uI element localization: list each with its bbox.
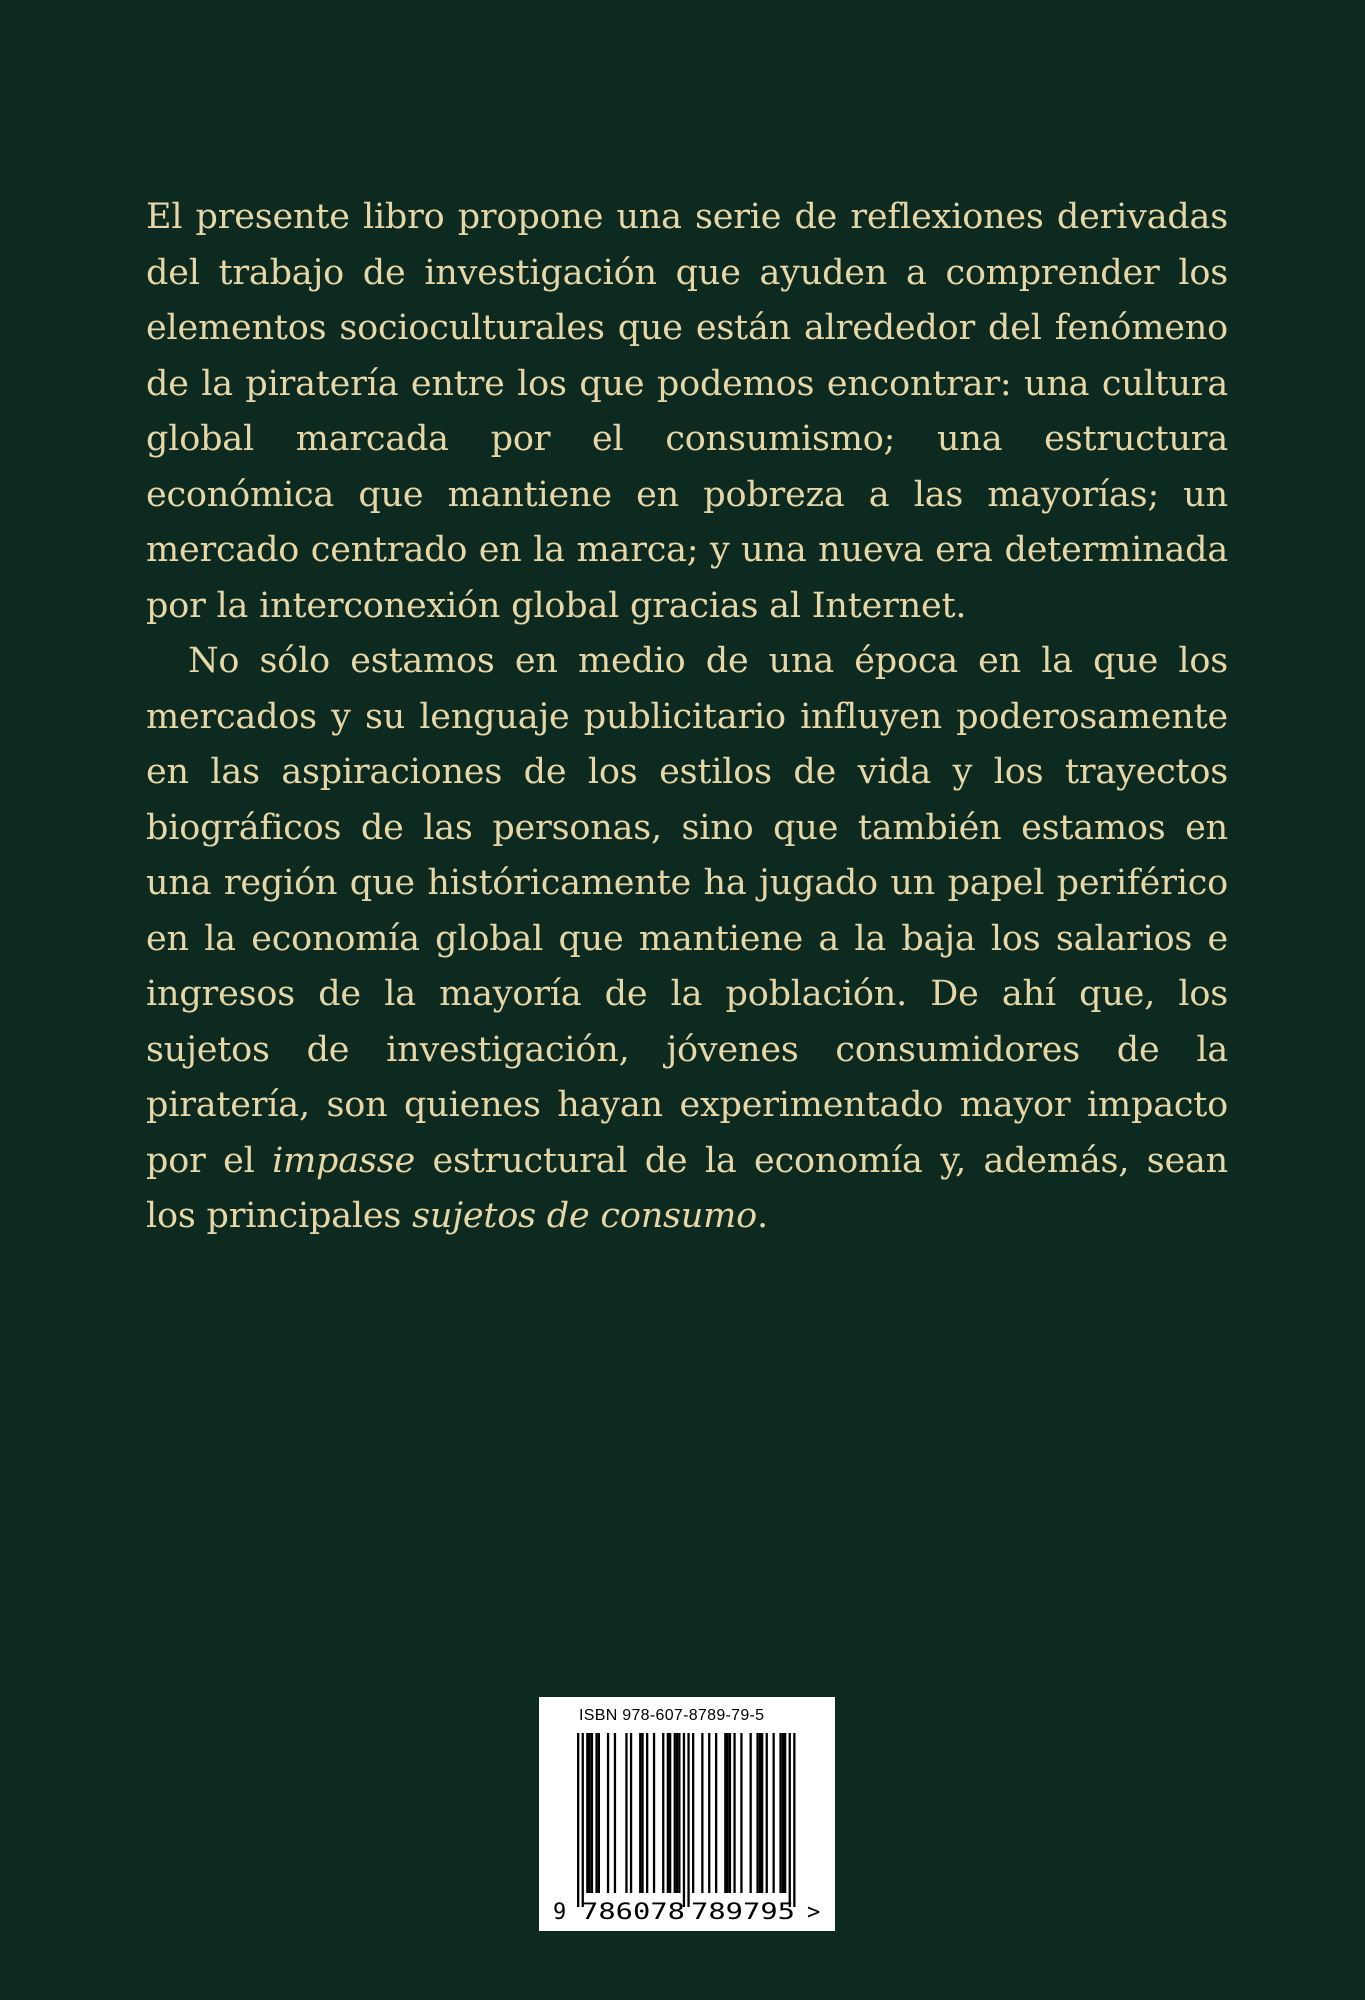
- barcode-bar: [773, 1733, 775, 1893]
- barcode-guard-bar: [789, 1733, 791, 1907]
- isbn-barcode-box: [539, 1697, 835, 1931]
- barcode-bar: [729, 1733, 731, 1893]
- barcode-bar: [607, 1733, 609, 1893]
- barcode-quiet-zone-marker: >: [807, 1900, 821, 1925]
- barcode-bar: [591, 1733, 593, 1893]
- barcode-bar: [727, 1733, 729, 1893]
- barcode-bar: [646, 1733, 648, 1893]
- barcode-bar: [662, 1733, 664, 1893]
- blurb-paragraph-2-text-a: No sólo estamos en medio de una época en la que los mercados y su lenguaje publicitario influyen poderosamente en las aspiraciones de los estilos de vida y los trayectos biográficos de las personas, sino que también estamos en una región que históricamente ha jugado un papel periférico en la economía global que mantiene a la baja los salarios e ingresos de la mayoría de la población. De ahí que, los sujetos de investigación, jóvenes consumidores de la piratería, son quienes hayan experimentado mayor impacto por el: [146, 641, 1228, 1181]
- italic-term-sujetos-de-consumo: sujetos de consumo: [412, 1196, 758, 1236]
- barcode-bar: [630, 1733, 632, 1893]
- barcode-bar: [701, 1733, 703, 1893]
- barcode-left-digits: 786078: [581, 1900, 685, 1925]
- barcode-lead-digit: 9: [553, 1900, 567, 1925]
- barcode-bar: [669, 1733, 671, 1893]
- barcode-bar: [676, 1733, 678, 1893]
- barcode-guard-bar: [687, 1733, 689, 1907]
- barcode-bar: [784, 1733, 786, 1893]
- barcode-bar: [625, 1733, 627, 1893]
- barcode-bar: [639, 1733, 641, 1893]
- barcode-bar: [595, 1733, 597, 1893]
- barcode-bar: [782, 1733, 784, 1893]
- barcode-bar: [674, 1733, 676, 1893]
- barcode-guard-bar: [577, 1733, 579, 1907]
- barcode-bars: [577, 1733, 796, 1907]
- barcode-bar: [614, 1733, 616, 1893]
- barcode-bar: [708, 1733, 710, 1893]
- barcode-right-digits: 789795: [691, 1900, 795, 1925]
- barcode-bar: [756, 1733, 758, 1893]
- barcode-bar: [740, 1733, 742, 1893]
- barcode-bar: [715, 1733, 717, 1893]
- blurb-paragraph-1: El presente libro propone una serie de reflexiones derivadas del trabajo de investigación que ayuden a comprender los elementos socioculturales que están alrededor del fenómeno de la piratería entre los que podemos encontrar: una cultura global marcada por el consumismo; una estructura económica que mantiene en pobreza a las mayorías; un mercado centrado en la marca; y una nueva era determinada por la interconexión global gracias al Internet.: [146, 197, 1228, 626]
- barcode-bar: [667, 1733, 669, 1893]
- barcode-bar: [766, 1733, 768, 1893]
- barcode-bar: [653, 1733, 655, 1893]
- blurb-paragraph-2-text-b: estructural de la economía y, además, sean los principales: [146, 1140, 1228, 1236]
- barcode-guard-bar: [683, 1733, 685, 1907]
- barcode-bar: [598, 1733, 600, 1893]
- barcode-bar: [589, 1733, 591, 1893]
- barcode-guard-bar: [582, 1733, 584, 1907]
- barcode-guard-bar: [793, 1733, 795, 1907]
- italic-term-impasse: impasse: [272, 1140, 415, 1181]
- barcode-bar: [761, 1733, 763, 1893]
- back-cover-blurb: [146, 190, 1228, 1245]
- barcode-bar: [692, 1733, 694, 1893]
- barcode-bar: [779, 1733, 781, 1893]
- barcode-bar: [759, 1733, 761, 1893]
- blurb-paragraph-2: [146, 634, 1228, 1245]
- barcode-bar: [724, 1733, 726, 1893]
- isbn-barcode: [539, 1697, 835, 1931]
- barcode-bar: [678, 1733, 680, 1893]
- barcode-bar: [750, 1733, 752, 1893]
- blurb-paragraph-2-text-c: .: [757, 1196, 768, 1236]
- barcode-bar: [586, 1733, 588, 1893]
- barcode-bar: [641, 1733, 643, 1893]
- barcode-bar: [733, 1733, 735, 1893]
- isbn-label: ISBN 978-607-8789-79-5: [579, 1707, 765, 1724]
